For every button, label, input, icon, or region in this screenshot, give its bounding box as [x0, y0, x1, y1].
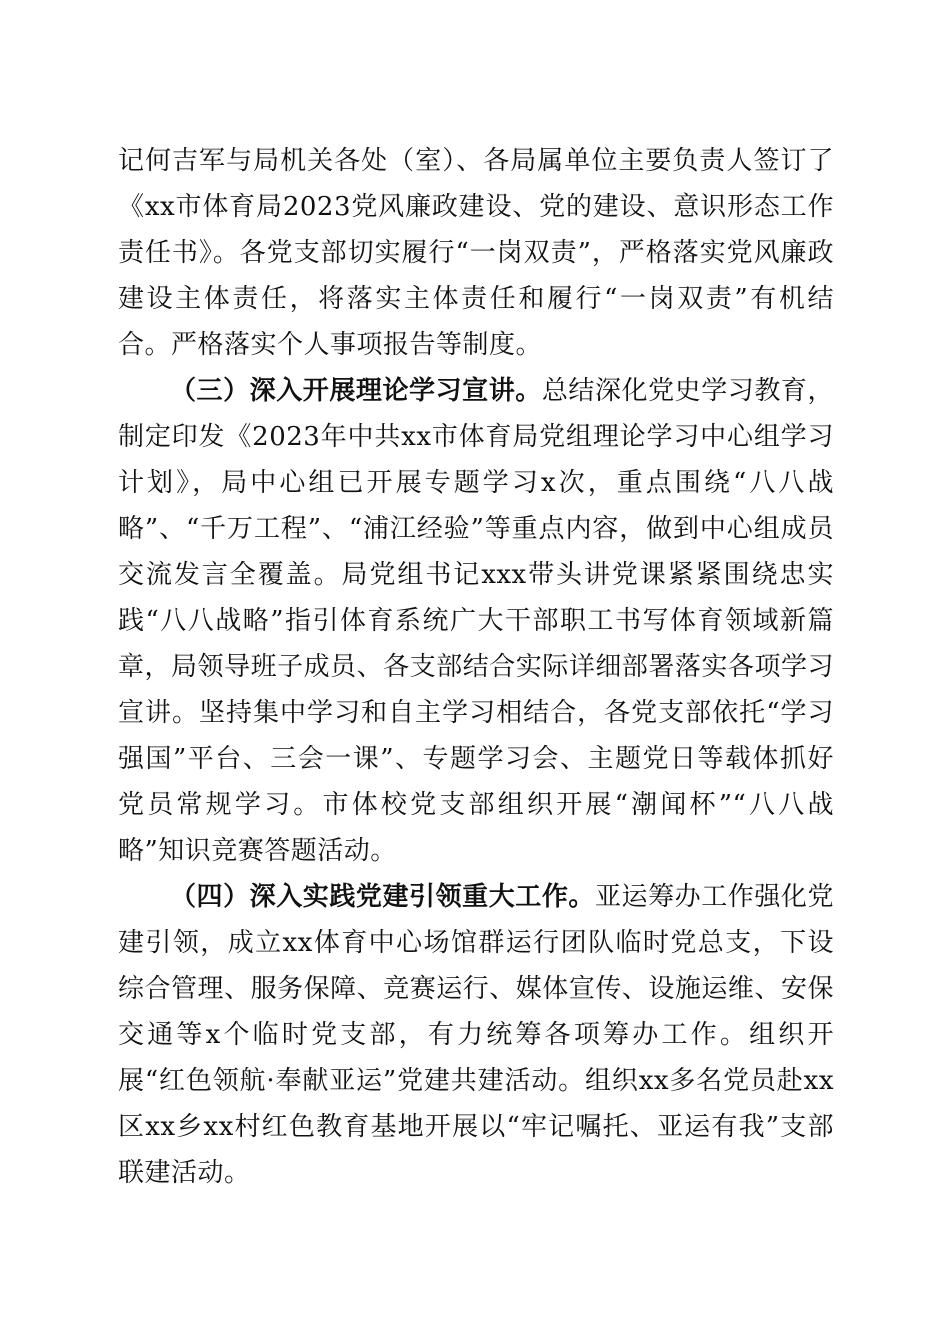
paragraph-section-4 — [118, 874, 834, 1196]
paragraph-text: 亚运筹办工作强化党建引领，成立xx体育中心场馆群运行团队临时党总支，下设综合管理、服务保障、竞赛运行、媒体宣传、设施运维、安保交通等x个临时党支部，有力统筹各项筹办工作。组织开展“红色领航·奉献亚运”党建共建活动。组织xx多名党员赴xx区xx乡xx村红色教育基地开展以“牢记嘱托、亚运有我”支部联建活动。 — [118, 882, 834, 1188]
paragraph-section-3 — [118, 368, 834, 874]
document-body — [118, 138, 834, 1196]
section-heading: （三）深入开展理论学习宣讲。 — [170, 376, 542, 406]
paragraph-text: 记何吉军与局机关各处（室）、各局属单位主要负责人签订了《xx市体育局2023党风廉政建设、党的建设、意识形态工作责任书》。各党支部切实履行“一岗双责”，严格落实党风廉政建设主体责任，将落实主体责任和履行“一岗双责”有机结合。严格落实个人事项报告等制度。 — [118, 146, 834, 360]
section-heading: （四）深入实践党建引领重大工作。 — [170, 882, 595, 912]
paragraph-continuation — [118, 138, 834, 368]
paragraph-text: 总结深化党史学习教育，制定印发《2023年中共xx市体育局党组理论学习中心组学习计划》，局中心组已开展专题学习x次，重点围绕“八八战略”、“千万工程”、“浦江经验”等重点内容，做到中心组成员交流发言全覆盖。局党组书记xxx带头讲党课紧紧围绕忠实践“八八战略”指引体育系统广大干部职工书写体育领域新篇章，局领导班子成员、各支部结合实际详细部署落实各项学习宣讲。坚持集中学习和自主学习相结合，各党支部依托“学习强国”平台、三会一课”、专题学习会、主题党日等载体抓好党员常规学习。市体校党支部组织开展“潮闻杯”“八八战略”知识竞赛答题活动。 — [118, 376, 834, 866]
